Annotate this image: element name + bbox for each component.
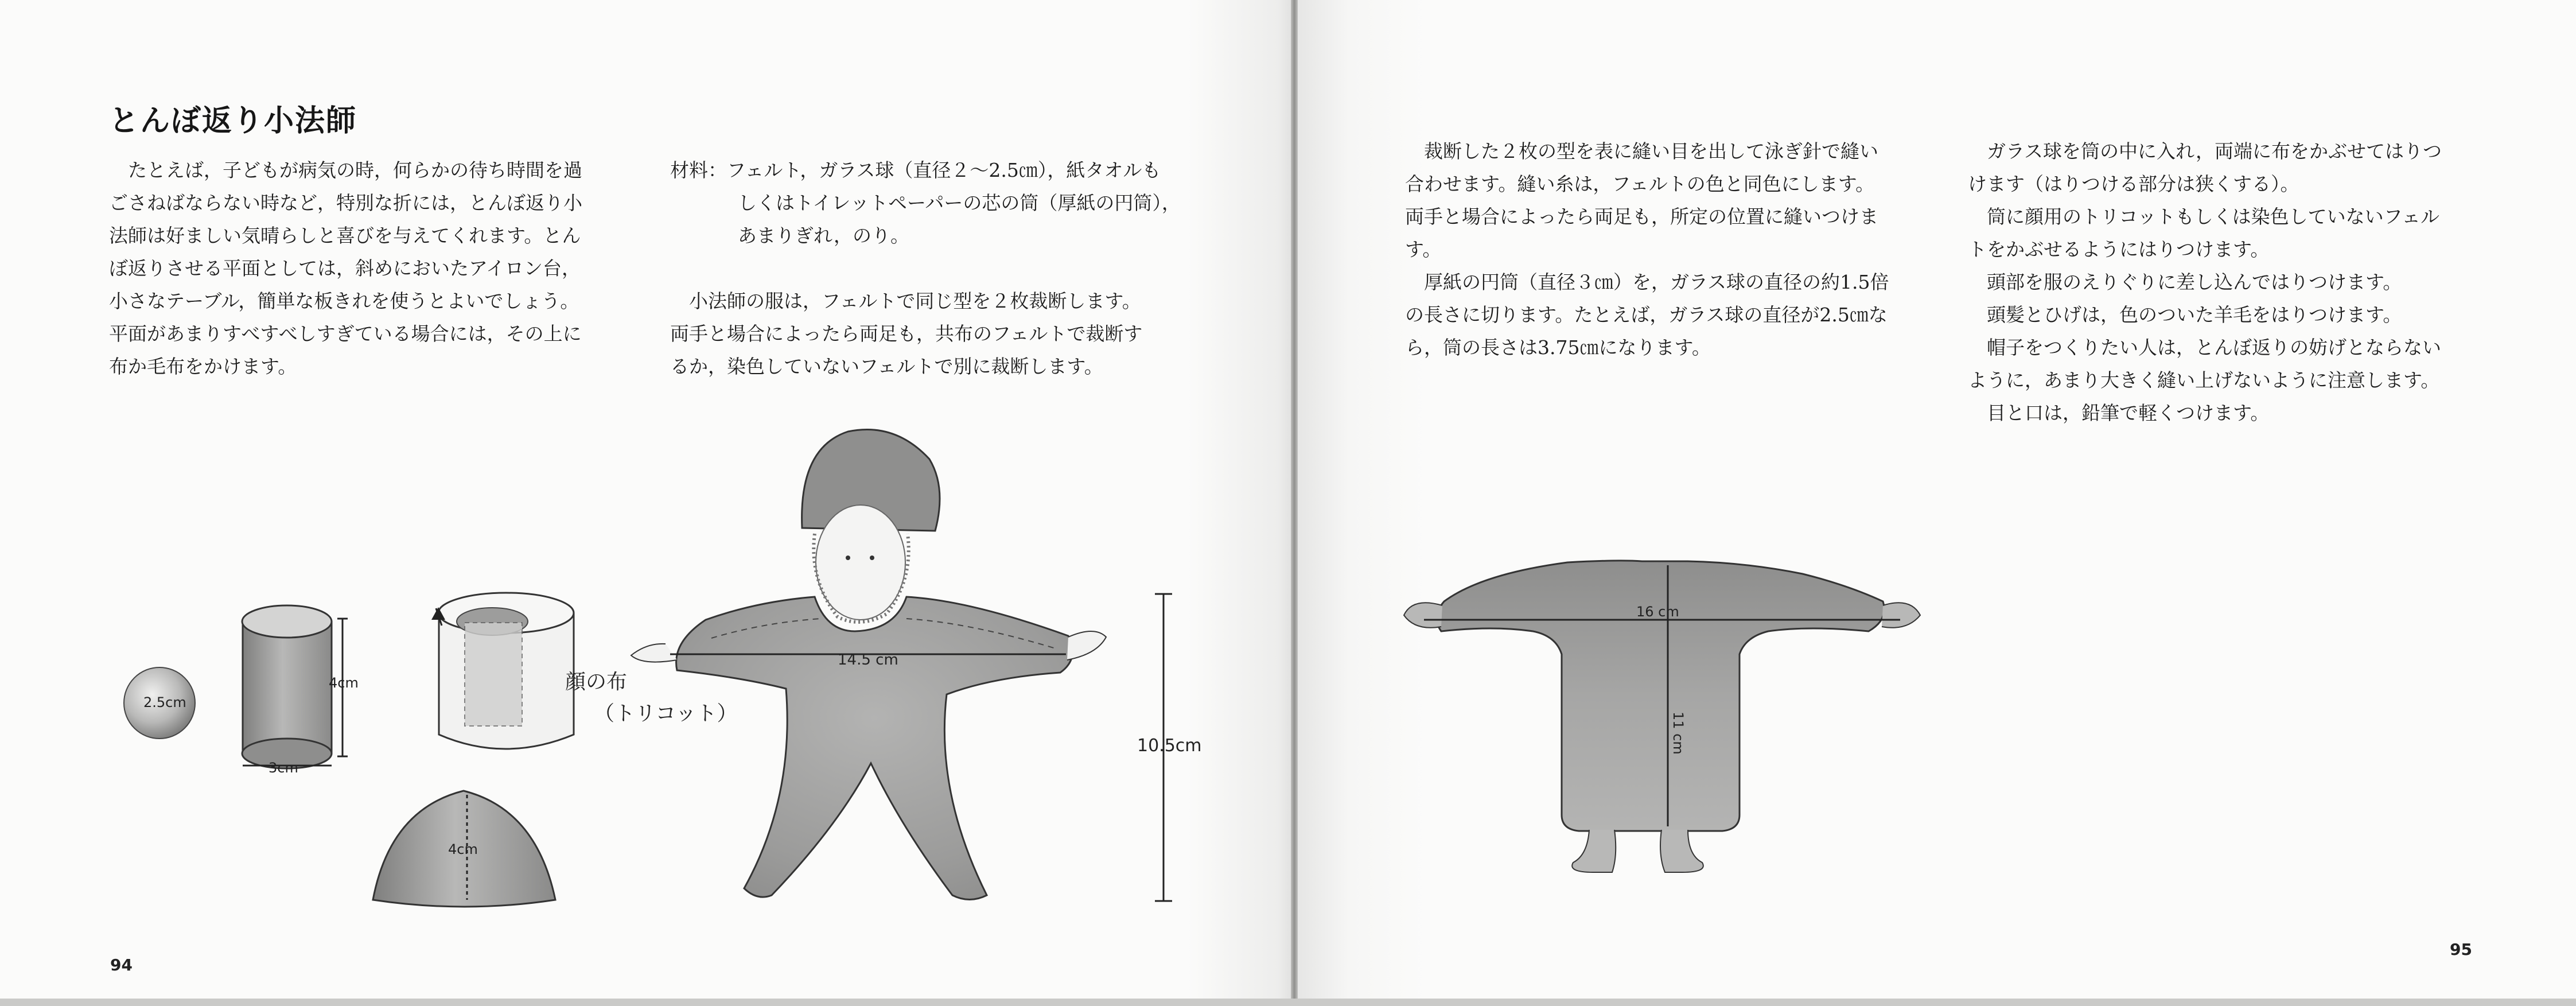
step-paragraph-2: 筒に顔用のトリコットもしくは染色していないフェル トをかぶせるようにはりつけます。 [1968,205,2440,261]
left-page [0,0,1291,999]
page-number-right: 95 [2450,940,2472,959]
cone-height-label: 4cm [448,841,478,857]
right-page [1298,0,2576,999]
ball-diameter-label: 2.5cm [143,694,186,710]
intro-paragraph: たとえば，子どもが病気の時，何らかの待ち時間を過 ごさねばならない時など，特別な折には，とんぼ返り小 法師は好ましい気晴らしと喜びを与えてくれます。とん ぼ返りさせる平面としては，斜めにおいたアイロン台， 小さなテーブル，簡単な板きれを使うとよいでしょう。 平面があまりすべすべしすぎている場合には，その上に 布か毛布をかけます。 [109,159,582,378]
step-paragraph-4: 頭髪とひげは，色のついた羊毛をはりつけます。 [1987,304,2402,326]
robe-width-label: 16 cm [1636,604,1679,620]
left-illustrations [0,0,1291,999]
page-title: とんぼ返り小法師 [109,104,357,138]
cap-cone-drawing [373,791,555,907]
height-dimension [1137,594,1202,901]
materials-line-1: 材料：フェルト，ガラス球（直径２～2.5㎝），紙タオルも [670,159,1161,181]
cardboard-tube-drawing [242,605,359,776]
materials-line-2: しくはトイレットペーパーの芯の筒（厚紙の円筒）， [738,192,1181,214]
robe-pattern-drawing [1404,561,1920,872]
materials-line-3: あまりぎれ，のり。 [738,224,909,247]
right-illustrations [1298,0,2576,999]
felt-body-pattern [631,429,1106,899]
body-width-label: 14.5 cm [838,651,898,669]
cutting-paragraph: 小法師の服は，フェルトで同じ型を２枚裁断します。 両手と場合によったら両足も，共布のフェルトで裁断す るか，染色していないフェルトで別に裁断します。 [670,290,1143,378]
page-number-left: 94 [110,955,133,974]
robe-height-label: 11 cm [1670,712,1686,755]
tube-width-label: 3cm [269,760,298,776]
step-paragraph-3: 頭部を服のえりぐりに差し込んではりつけます。 [1987,271,2402,293]
face-cloth-label: 顔の布 （トリコット） [565,670,738,725]
glass-ball-drawing [124,667,195,739]
step-paragraph-1: ガラス球を筒の中に入れ，両端に布をかぶせてはりつ けます（はりつける部分は狭くする）。 [1968,140,2442,195]
step-paragraph-5: 帽子をつくりたい人は，とんぼ返りの妨げとならない ように，あまり大きく縫い上げないように注意します。 [1968,336,2441,391]
tube-paragraph: 厚紙の円筒（直径３㎝）を，ガラス球の直径の約1.5倍 の長さに切ります。たとえば，ガラス球の直径が2.5㎝な ら，筒の長さは3.75㎝になります。 [1405,271,1889,359]
step-paragraph-6: 目と口は，鉛筆で軽くつけます。 [1987,402,2270,424]
sewing-paragraph: 裁断した２枚の型を表に縫い目を出して泳ぎ針で縫い 合わせます。縫い糸は，フェルトの色と同色にします。 両手と場合によったら両足も，所定の位置に縫いつけま す。 [1405,140,1878,261]
body-height-label: 10.5cm [1137,736,1202,756]
page-edge [0,999,2576,1006]
tube-height-label: 4cm [329,675,359,691]
